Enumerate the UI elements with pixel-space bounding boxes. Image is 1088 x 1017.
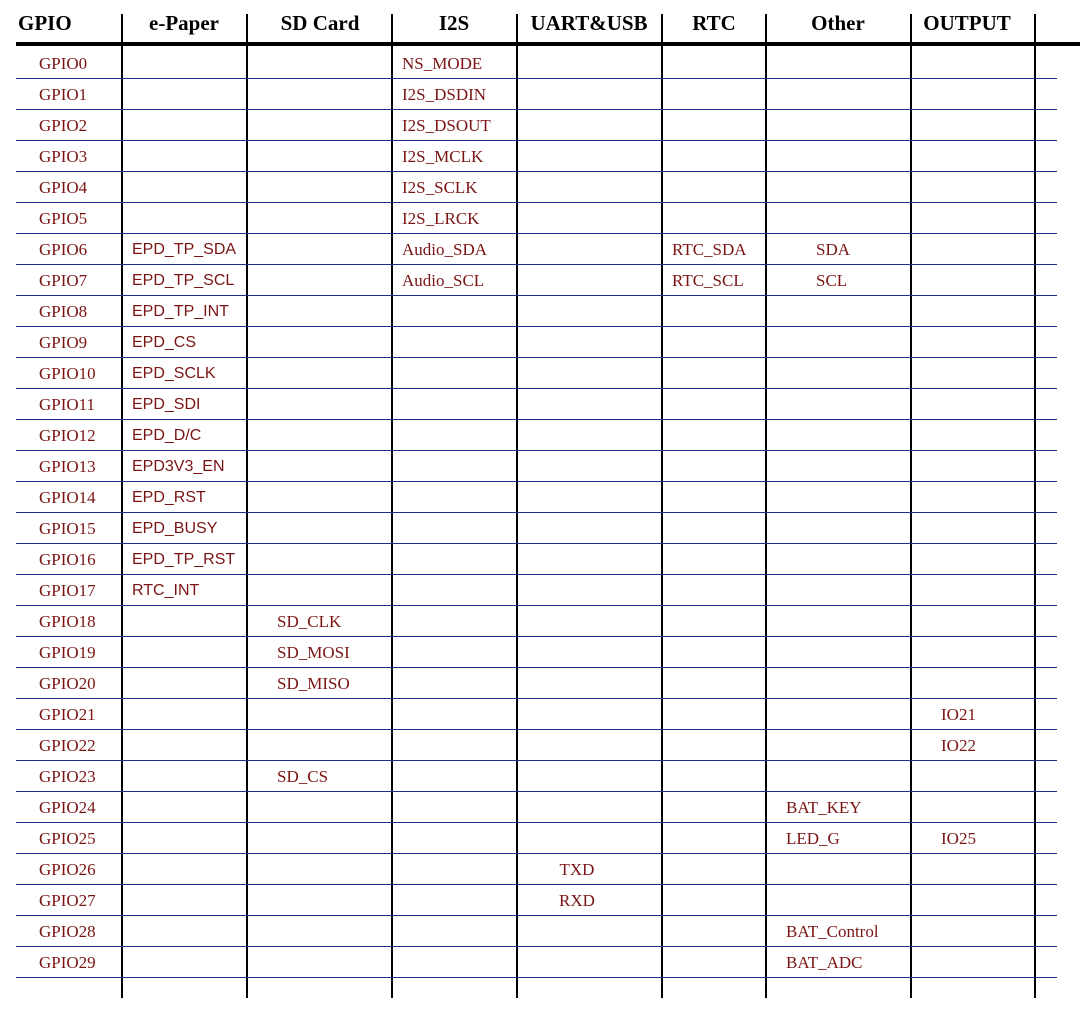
- cell-gpio: GPIO4: [39, 178, 88, 197]
- cell-epaper: EPD_RST: [132, 489, 206, 506]
- cell-gpio: GPIO2: [39, 116, 88, 135]
- column-header-gpio: GPIO: [18, 11, 72, 35]
- cell-rtc: RTC_SCL: [672, 271, 744, 290]
- table-row: [0, 606, 1088, 637]
- cell-gpio: GPIO13: [39, 457, 96, 476]
- cell-gpio: GPIO6: [39, 240, 88, 259]
- table-row: [0, 234, 1088, 265]
- table-row: [0, 48, 1088, 79]
- cell-i2s: Audio_SDA: [402, 240, 488, 259]
- cell-gpio: GPIO7: [39, 271, 88, 290]
- cell-gpio: GPIO25: [39, 829, 96, 848]
- cell-epaper: EPD_BUSY: [132, 520, 218, 537]
- cell-output: IO25: [941, 829, 976, 848]
- cell-other: SCL: [816, 271, 848, 290]
- cell-i2s: Audio_SCL: [402, 271, 485, 290]
- table-row: [0, 451, 1088, 482]
- table-row: [0, 823, 1088, 854]
- cell-output: IO22: [941, 736, 976, 755]
- table-row: [0, 544, 1088, 575]
- cell-uart: RXD: [559, 891, 595, 910]
- table-row: [0, 203, 1088, 234]
- cell-other: LED_G: [786, 829, 840, 848]
- column-header-other: Other: [811, 11, 865, 35]
- cell-epaper: EPD_TP_SDA: [132, 241, 237, 258]
- cell-gpio: GPIO9: [39, 333, 88, 352]
- cell-i2s: I2S_DSOUT: [402, 116, 491, 135]
- cell-gpio: GPIO16: [39, 550, 96, 569]
- cell-i2s: I2S_SCLK: [402, 178, 478, 197]
- cell-epaper: EPD_TP_INT: [132, 303, 229, 320]
- cell-other: BAT_KEY: [786, 798, 862, 817]
- cell-gpio: GPIO0: [39, 54, 88, 73]
- cell-i2s: I2S_LRCK: [402, 209, 480, 228]
- column-header-uart: UART&USB: [530, 11, 648, 35]
- table-row: [0, 885, 1088, 916]
- cell-other: BAT_ADC: [786, 953, 863, 972]
- table-row: [0, 172, 1088, 203]
- table-row: [0, 699, 1088, 730]
- table-row: [0, 296, 1088, 327]
- table-row: [0, 730, 1088, 761]
- cell-epaper: RTC_INT: [132, 582, 200, 599]
- cell-gpio: GPIO28: [39, 922, 96, 941]
- column-header-i2s: I2S: [438, 11, 470, 35]
- table-row: [0, 79, 1088, 110]
- table-row: [0, 761, 1088, 792]
- cell-epaper: EPD_SDI: [132, 396, 201, 413]
- table-row: [0, 141, 1088, 172]
- cell-gpio: GPIO8: [39, 302, 88, 321]
- cell-gpio: GPIO1: [39, 85, 88, 104]
- cell-epaper: EPD_D/C: [132, 427, 202, 444]
- cell-gpio: GPIO12: [39, 426, 96, 445]
- column-header-sd: SD Card: [280, 11, 360, 35]
- table-row: [0, 482, 1088, 513]
- cell-gpio: GPIO3: [39, 147, 88, 166]
- cell-uart: TXD: [559, 860, 595, 879]
- table-row: [0, 947, 1088, 978]
- cell-gpio: GPIO21: [39, 705, 96, 724]
- cell-i2s: I2S_DSDIN: [402, 85, 487, 104]
- column-header-output: OUTPUT: [923, 11, 1011, 35]
- table-row: [0, 854, 1088, 885]
- cell-sd: SD_CLK: [277, 612, 342, 631]
- cell-gpio: GPIO14: [39, 488, 96, 507]
- cell-gpio: GPIO23: [39, 767, 96, 786]
- table-row: [0, 637, 1088, 668]
- column-header-epaper: e-Paper: [149, 11, 219, 35]
- cell-gpio: GPIO26: [39, 860, 96, 879]
- table-row: [0, 327, 1088, 358]
- table-row: [0, 420, 1088, 451]
- cell-gpio: GPIO20: [39, 674, 96, 693]
- table-row: [0, 668, 1088, 699]
- cell-gpio: GPIO22: [39, 736, 96, 755]
- cell-output: IO21: [941, 705, 976, 724]
- cell-gpio: GPIO18: [39, 612, 96, 631]
- cell-i2s: NS_MODE: [402, 54, 483, 73]
- cell-sd: SD_CS: [277, 767, 329, 786]
- cell-i2s: I2S_MCLK: [402, 147, 484, 166]
- cell-gpio: GPIO10: [39, 364, 96, 383]
- table-row: [0, 265, 1088, 296]
- cell-sd: SD_MISO: [277, 674, 350, 693]
- cell-gpio: GPIO27: [39, 891, 96, 910]
- cell-epaper: EPD_SCLK: [132, 365, 216, 382]
- table-row: [0, 575, 1088, 606]
- cell-gpio: GPIO15: [39, 519, 96, 538]
- cell-gpio: GPIO29: [39, 953, 96, 972]
- cell-epaper: EPD_TP_SCL: [132, 272, 235, 289]
- cell-gpio: GPIO19: [39, 643, 96, 662]
- cell-gpio: GPIO5: [39, 209, 88, 228]
- column-header-rtc: RTC: [692, 11, 736, 35]
- table-row: [0, 358, 1088, 389]
- cell-sd: SD_MOSI: [277, 643, 350, 662]
- table-row: [0, 389, 1088, 420]
- cell-gpio: GPIO24: [39, 798, 96, 817]
- header-rule: [16, 42, 1080, 46]
- table-row: [0, 110, 1088, 141]
- row-divider: [16, 977, 1057, 978]
- table-row: [0, 513, 1088, 544]
- cell-epaper: EPD_CS: [132, 334, 197, 351]
- table-row: [0, 792, 1088, 823]
- cell-rtc: RTC_SDA: [672, 240, 747, 259]
- table-row: [0, 916, 1088, 947]
- cell-other: SDA: [816, 240, 851, 259]
- cell-epaper: EPD3V3_EN: [132, 458, 225, 475]
- cell-epaper: EPD_TP_RST: [132, 551, 236, 568]
- cell-other: BAT_Control: [786, 922, 879, 941]
- cell-gpio: GPIO11: [39, 395, 96, 414]
- cell-gpio: GPIO17: [39, 581, 96, 600]
